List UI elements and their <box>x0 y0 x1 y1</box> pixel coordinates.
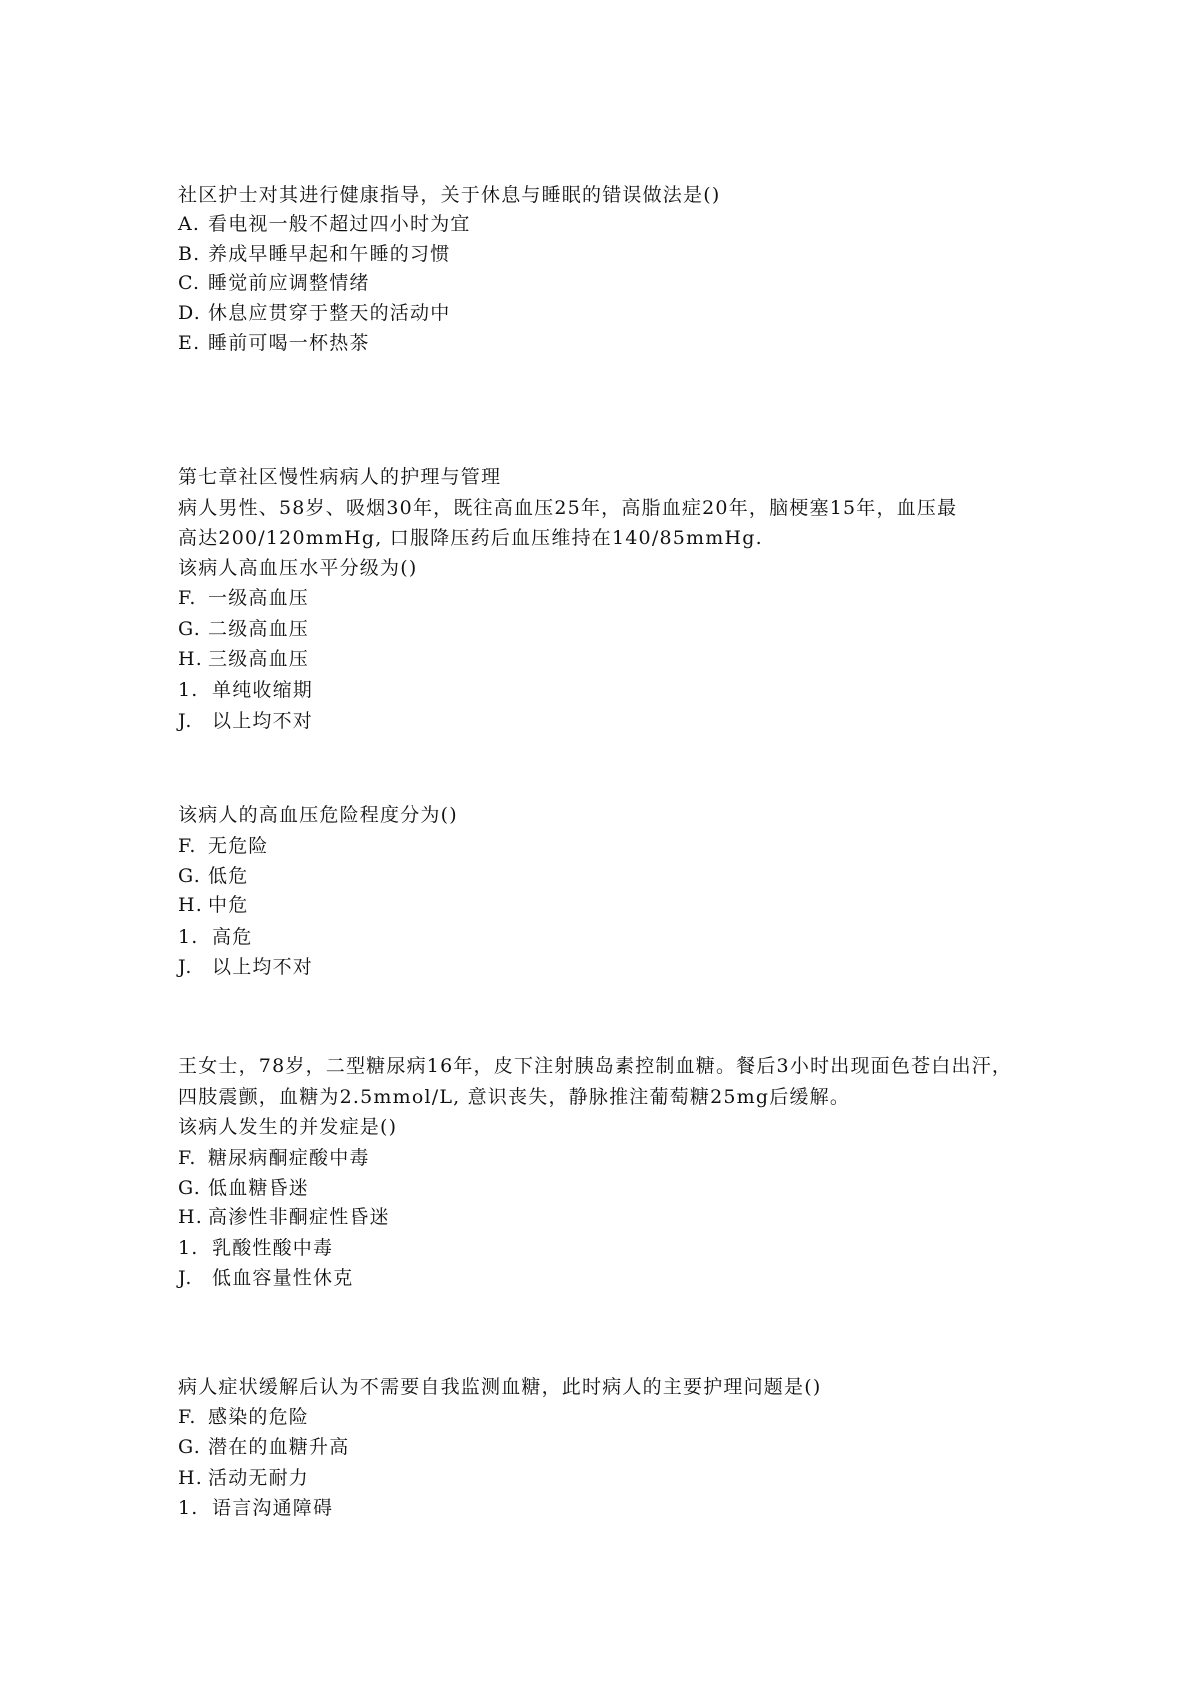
q4-option-f <box>178 1146 370 1170</box>
case-1-line-1: 病人男性、58岁、吸烟30年，既往高血压25年，高脂血症20年，脑梗塞15年，血压最 <box>178 497 958 519</box>
option-letter: G. <box>178 865 201 887</box>
option-text: 休息应贯穿于整天的活动中 <box>208 302 451 324</box>
option-letter: H. <box>178 648 204 670</box>
question-4-stem: 该病人发生的并发症是() <box>178 1116 398 1138</box>
option-letter: J. <box>178 1267 193 1289</box>
option-text: 看电视一般不超过四小时为宜 <box>208 213 471 235</box>
question-2-stem: 该病人高血压水平分级为() <box>178 557 418 579</box>
q4-option-h <box>178 1205 390 1229</box>
option-text: 语言沟通障碍 <box>212 1497 334 1519</box>
case-2-line-1: 王女士，78岁，二型糖尿病16年，皮下注射胰岛素控制血糖。餐后3小时出现面色苍白出汗， <box>178 1055 1013 1077</box>
case-1-line-2: 高达200/120mmHg, 口服降压药后血压维持在140/85mmHg. <box>178 527 763 549</box>
option-text: 活动无耐力 <box>208 1467 310 1489</box>
option-text: 糖尿病酮症酸中毒 <box>208 1147 370 1169</box>
option-letter: C. <box>178 272 201 294</box>
option-letter: J. <box>178 956 193 978</box>
option-letter: 1. <box>178 926 199 948</box>
q5-option-h <box>178 1466 309 1490</box>
option-text: 感染的危险 <box>208 1406 310 1428</box>
option-text: 中危 <box>208 894 249 916</box>
option-text: 潜在的血糖升高 <box>208 1436 350 1458</box>
case-2-line-2: 四肢震颤，血糖为2.5mmol/L, 意识丧失，静脉推注葡萄糖25mg后缓解。 <box>178 1086 851 1108</box>
chapter-title: 第七章社区慢性病病人的护理与管理 <box>178 466 502 488</box>
q1-option-d <box>178 301 450 325</box>
option-letter: F. <box>178 1406 197 1428</box>
option-letter: F. <box>178 587 197 609</box>
option-letter: F. <box>178 1147 197 1169</box>
option-letter: D. <box>178 302 201 324</box>
option-letter: J. <box>178 710 193 732</box>
option-text: 无危险 <box>208 835 269 857</box>
option-text: 以上均不对 <box>212 710 314 732</box>
question-1-stem: 社区护士对其进行健康指导，关于休息与睡眠的错误做法是() <box>178 184 721 206</box>
q5-option-f <box>178 1405 309 1429</box>
option-text: 一级高血压 <box>208 587 310 609</box>
option-letter: H. <box>178 1206 204 1228</box>
option-text: 低危 <box>208 865 249 887</box>
q2-option-j <box>178 709 313 733</box>
q2-option-h <box>178 647 309 671</box>
question-5-stem: 病人症状缓解后认为不需要自我监测血糖，此时病人的主要护理问题是() <box>178 1376 822 1398</box>
q1-option-a <box>178 212 471 236</box>
option-text: 低血糖昏迷 <box>208 1177 310 1199</box>
q2-option-f <box>178 586 309 610</box>
option-text: 睡觉前应调整情绪 <box>208 272 370 294</box>
q1-option-e <box>178 331 370 355</box>
option-letter: A. <box>178 213 201 235</box>
option-letter: E. <box>178 332 201 354</box>
option-text: 乳酸性酸中毒 <box>212 1237 334 1259</box>
option-letter: G. <box>178 1177 201 1199</box>
q4-option-j <box>178 1266 353 1290</box>
q4-option-i <box>178 1236 333 1260</box>
q2-option-g <box>178 617 309 641</box>
option-letter: H. <box>178 1467 204 1489</box>
option-text: 以上均不对 <box>212 956 314 978</box>
q3-option-g <box>178 864 248 888</box>
option-letter: G. <box>178 618 201 640</box>
option-text: 睡前可喝一杯热茶 <box>208 332 370 354</box>
option-letter: H. <box>178 894 204 916</box>
option-letter: G. <box>178 1436 201 1458</box>
option-text: 养成早睡早起和午睡的习惯 <box>208 243 451 265</box>
option-text: 单纯收缩期 <box>212 679 314 701</box>
q3-option-h <box>178 893 248 917</box>
q5-option-g <box>178 1435 349 1459</box>
option-letter: 1. <box>178 1497 199 1519</box>
q3-option-i <box>178 925 252 949</box>
option-letter: 1. <box>178 679 199 701</box>
option-letter: F. <box>178 835 197 857</box>
q1-option-b <box>178 242 450 266</box>
q4-option-g <box>178 1176 309 1200</box>
option-text: 二级高血压 <box>208 618 310 640</box>
q3-option-j <box>178 955 313 979</box>
q3-option-f <box>178 834 269 858</box>
option-letter: B. <box>178 243 201 265</box>
option-letter: 1. <box>178 1237 199 1259</box>
option-text: 高渗性非酮症性昏迷 <box>208 1206 390 1228</box>
q2-option-i <box>178 678 313 702</box>
option-text: 三级高血压 <box>208 648 310 670</box>
option-text: 低血容量性休克 <box>212 1267 354 1289</box>
q5-option-i <box>178 1496 333 1520</box>
option-text: 高危 <box>212 926 253 948</box>
q1-option-c <box>178 271 370 295</box>
question-3-stem: 该病人的高血压危险程度分为() <box>178 804 458 826</box>
